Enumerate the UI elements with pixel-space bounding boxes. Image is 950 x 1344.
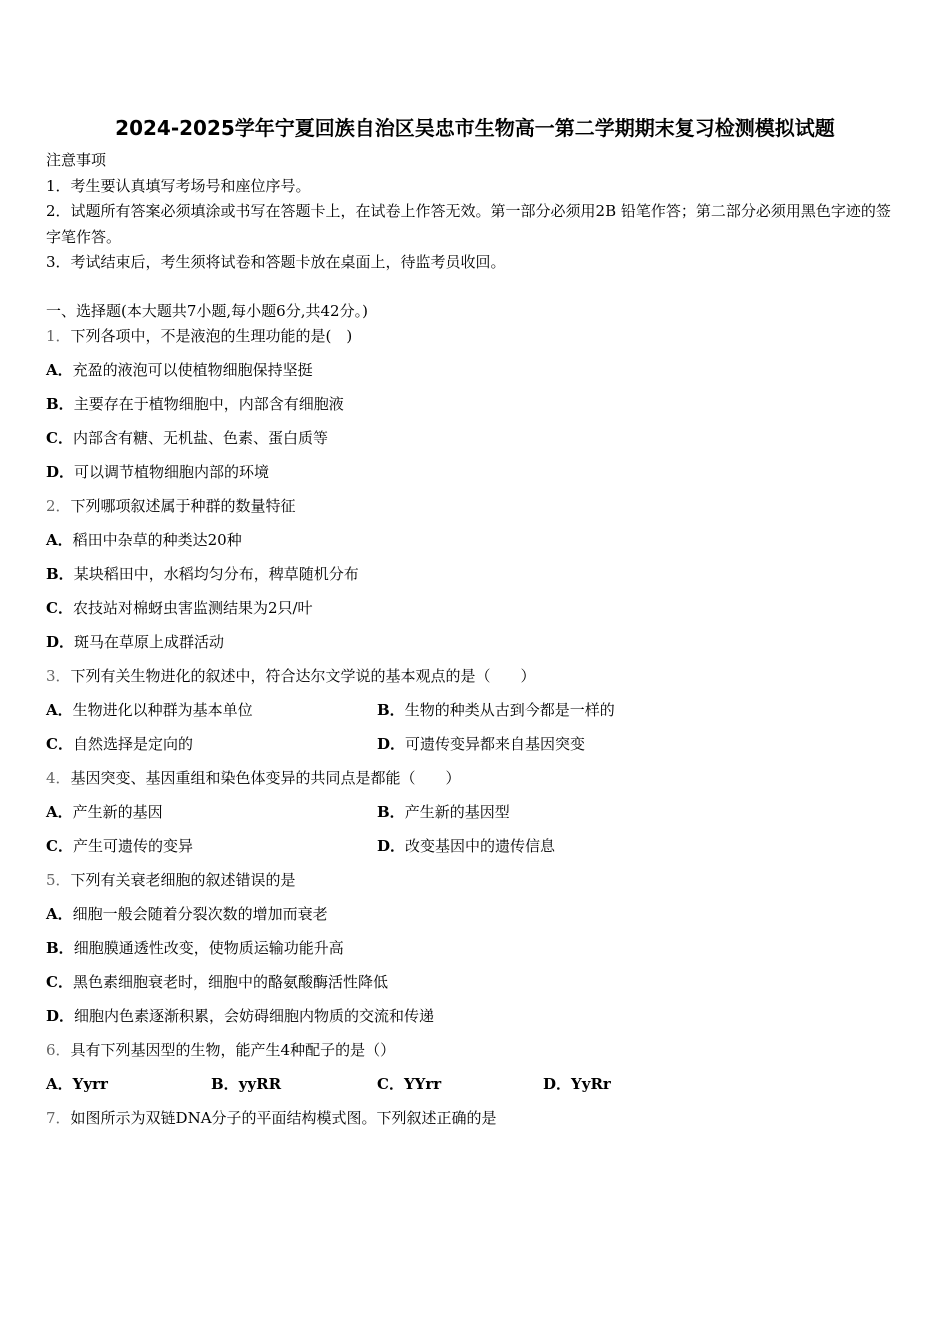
question-1 [46,326,352,346]
q3-option-c[interactable] [46,734,193,754]
question-stem: 下列各项中，不是液泡的生理功能的是( ) [70,327,353,345]
option-letter: C． [46,735,73,753]
question-3 [46,666,536,686]
question-stem: 下列有关衰老细胞的叙述错误的是 [70,871,296,889]
option-text: 产生可遗传的变异 [72,837,193,855]
page-title: 2024-2025学年宁夏回族自治区吴忠市生物高一第二学期期末复习检测模拟试题 [115,116,835,140]
q1-option-c[interactable] [46,428,328,448]
q1-option-b[interactable] [46,394,344,414]
notice-item-1: 1．考生要认真填写考场号和座位序号。 [46,177,311,195]
option-letter: A． [46,361,73,379]
option-text: 自然选择是定向的 [72,735,193,753]
option-text: 黑色素细胞衰老时，细胞中的酪氨酸酶活性降低 [72,973,388,991]
q5-option-c[interactable] [46,972,388,992]
question-stem: 下列哪项叙述属于种群的数量特征 [70,497,296,515]
option-letter: A． [46,1075,73,1093]
option-text: Yyrr [72,1075,108,1093]
option-letter: C． [46,429,73,447]
question-stem: 具有下列基因型的生物，能产生4种配子的是（） [70,1041,396,1059]
option-letter: C． [377,1075,404,1093]
notice-heading: 注意事项 [46,151,107,169]
question-stem: 基因突变、基因重组和染色体变异的共同点是都能（ ） [70,769,461,787]
question-number: 7． [46,1109,71,1127]
q4-option-a[interactable] [46,802,163,822]
option-text: 某块稻田中，水稻均匀分布，稗草随机分布 [73,565,359,583]
q5-option-b[interactable] [46,938,344,958]
option-letter: D． [377,837,406,855]
q2-option-c[interactable] [46,598,313,618]
option-text: 内部含有糖、无机盐、色素、蛋白质等 [72,429,328,447]
option-text: 细胞一般会随着分裂次数的增加而衰老 [72,905,328,923]
option-text: 农技站对棉蚜虫害监测结果为2只/叶 [72,599,313,617]
option-text: 可遗传变异都来自基因突变 [405,735,586,753]
option-text: 细胞内色素逐渐积累，会妨碍细胞内物质的交流和传递 [74,1007,435,1025]
option-text: 生物的种类从古到今都是一样的 [404,701,615,719]
option-letter: D． [46,633,75,651]
question-stem: 如图所示为双链DNA分子的平面结构模式图。下列叙述正确的是 [70,1109,497,1127]
question-stem: 下列有关生物进化的叙述中，符合达尔文学说的基本观点的是（ ） [70,667,536,685]
option-letter: A． [46,803,73,821]
option-letter: C． [46,837,73,855]
question-5 [46,870,296,890]
question-number: 1． [46,327,71,345]
question-number: 3． [46,667,71,685]
option-text: 可以调节植物细胞内部的环境 [74,463,270,481]
option-letter: D． [46,463,75,481]
option-letter: A． [46,905,73,923]
option-text: 斑马在草原上成群活动 [74,633,225,651]
q2-option-a[interactable] [46,530,242,550]
question-7 [46,1108,497,1128]
q6-option-a[interactable] [46,1074,108,1094]
option-letter: A． [46,531,73,549]
q3-option-b[interactable] [377,700,615,720]
option-letter: B． [377,701,405,719]
option-text: yyRR [238,1075,282,1093]
option-letter: B． [46,395,74,413]
option-text: YYrr [403,1075,442,1093]
question-number: 4． [46,769,71,787]
q6-option-d[interactable] [543,1074,611,1094]
question-4 [46,768,461,788]
q1-option-d[interactable] [46,462,269,482]
option-letter: C． [46,973,73,991]
q2-option-d[interactable] [46,632,224,652]
q4-option-b[interactable] [377,802,510,822]
option-letter: B． [46,565,74,583]
option-letter: D． [46,1007,75,1025]
option-text: YyRr [571,1075,611,1093]
option-text: 细胞膜通透性改变，使物质运输功能升高 [73,939,344,957]
q5-option-d[interactable] [46,1006,434,1026]
section-heading: 一、选择题(本大题共7小题,每小题6分,共42分。) [46,302,368,320]
q4-option-d[interactable] [377,836,555,856]
option-letter: B． [46,939,74,957]
q3-option-a[interactable] [46,700,253,720]
notice-item-2: 2．试题所有答案必须填涂或书写在答题卡上，在试卷上作答无效。第一部分必须用2B 铅笔作答；第二部分必须用黑色字迹的签字笔作答。 [46,202,891,246]
q6-option-b[interactable] [211,1074,281,1094]
option-letter: A． [46,701,73,719]
option-text: 改变基因中的遗传信息 [405,837,556,855]
option-text: 生物进化以种群为基本单位 [72,701,253,719]
option-letter: D． [377,735,406,753]
question-number: 2． [46,497,71,515]
option-text: 主要存在于植物细胞中，内部含有细胞液 [73,395,344,413]
question-number: 5． [46,871,71,889]
question-2 [46,496,296,516]
option-text: 充盈的液泡可以使植物细胞保持坚挺 [72,361,313,379]
q2-option-b[interactable] [46,564,359,584]
q6-option-c[interactable] [377,1074,441,1094]
q5-option-a[interactable] [46,904,328,924]
option-letter: B． [211,1075,239,1093]
option-letter: C． [46,599,73,617]
option-letter: B． [377,803,405,821]
q1-option-a[interactable] [46,360,313,380]
option-letter: D． [543,1075,572,1093]
q4-option-c[interactable] [46,836,193,856]
option-text: 稻田中杂草的种类达20种 [72,531,242,549]
question-6 [46,1040,395,1060]
notice-item-3: 3．考试结束后，考生须将试卷和答题卡放在桌面上，待监考员收回。 [46,253,506,271]
option-text: 产生新的基因型 [404,803,510,821]
q3-option-d[interactable] [377,734,585,754]
question-number: 6． [46,1041,71,1059]
option-text: 产生新的基因 [72,803,163,821]
